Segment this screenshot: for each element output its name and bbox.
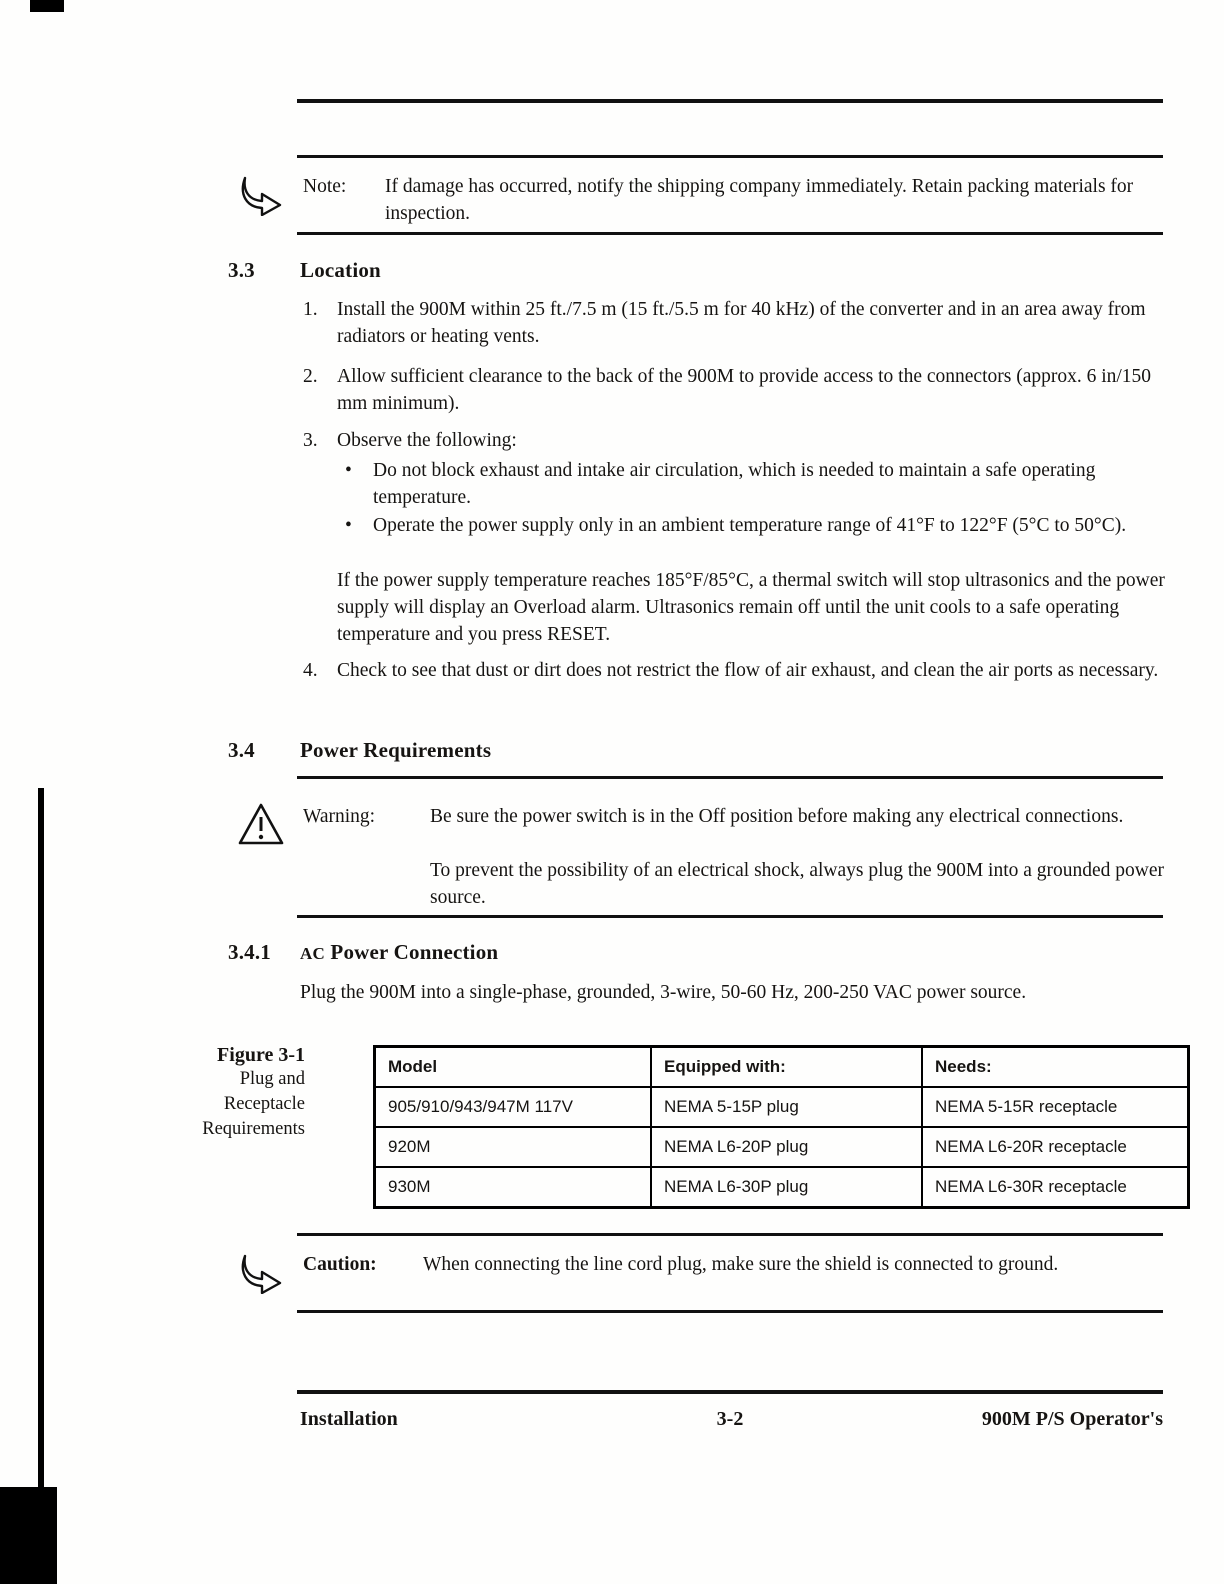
section-3-3-number: 3.3 bbox=[228, 258, 255, 282]
note-label: Note: bbox=[303, 176, 347, 197]
section-3-4-1-title-rest: Power Connection bbox=[330, 940, 499, 964]
table-cell: NEMA 5-15P plug bbox=[651, 1087, 922, 1127]
section-3-3-title: Location bbox=[300, 258, 381, 282]
section-3-4-title: Power Requirements bbox=[300, 738, 492, 762]
figure-caption-line-3: Requirements bbox=[202, 1118, 305, 1139]
section-3-4-1-title-ac: AC bbox=[300, 944, 325, 963]
warning-label: Warning: bbox=[303, 806, 376, 827]
list-item-3 bbox=[303, 428, 1163, 455]
caution-arrow-icon bbox=[240, 1254, 286, 1299]
table-cell: NEMA L6-30P plug bbox=[651, 1167, 922, 1208]
table-cell: NEMA L6-30R receptacle bbox=[922, 1167, 1189, 1208]
footer-page-number: 3-2 bbox=[716, 1408, 744, 1430]
table-cell: NEMA 5-15R receptacle bbox=[922, 1087, 1189, 1127]
rule-above-footer bbox=[297, 1390, 1163, 1394]
scan-artifact-left-bar bbox=[38, 788, 44, 1500]
table-cell: 905/910/943/947M 117V bbox=[375, 1087, 652, 1127]
note-arrow-icon bbox=[240, 176, 286, 221]
footer-right: 900M P/S Operator's bbox=[981, 1408, 1163, 1430]
table-cell: NEMA L6-20P plug bbox=[651, 1127, 922, 1167]
rule-below-caution bbox=[297, 1310, 1163, 1313]
bullet-1-text: Do not block exhaust and intake air circulation, which is needed to maintain a safe operating temperature. bbox=[373, 460, 1096, 508]
figure-3-1-table bbox=[373, 1045, 1190, 1209]
item-3-paragraph: If the power supply temperature reaches 185°F/85°C, a thermal switch will stop ultrasonics and the power supply will display an Overload alarm. Ultrasonics remain off until the unit cools to a safe operating temperature and you press RESET. bbox=[337, 570, 1165, 645]
scan-artifact-top-left bbox=[30, 0, 64, 12]
list-item-4-number: 4. bbox=[303, 660, 318, 681]
section-3-4-1-number: 3.4.1 bbox=[228, 940, 271, 964]
rule-below-power-req-heading bbox=[297, 776, 1163, 779]
warning-triangle-icon bbox=[237, 802, 285, 851]
table-row bbox=[375, 1167, 1189, 1208]
bullet-1-marker: • bbox=[345, 460, 352, 481]
list-item-2 bbox=[303, 364, 1163, 418]
section-3-4-number: 3.4 bbox=[228, 738, 255, 762]
list-item-2-text: Allow sufficient clearance to the back of the 900M to provide access to the connectors (approx. 6 in/150 mm minimum). bbox=[337, 366, 1152, 414]
figure-label: Figure 3-1 bbox=[217, 1044, 305, 1066]
table-row bbox=[375, 1087, 1189, 1127]
warning-text-1: Be sure the power switch is in the Off position before making any electrical connections. bbox=[430, 806, 1124, 827]
table-cell: 920M bbox=[375, 1127, 652, 1167]
bullet-2 bbox=[345, 513, 1135, 540]
table-header-model: Model bbox=[375, 1047, 652, 1088]
table-header-equipped: Equipped with: bbox=[651, 1047, 922, 1088]
rule-above-caution bbox=[297, 1233, 1163, 1236]
table-row bbox=[375, 1127, 1189, 1167]
list-item-2-number: 2. bbox=[303, 366, 318, 387]
footer-left: Installation bbox=[300, 1408, 398, 1430]
figure-caption-line-2: Receptacle bbox=[223, 1093, 305, 1114]
list-item-3-text: Observe the following: bbox=[337, 430, 517, 451]
note-text: If damage has occurred, notify the shipping company immediately. Retain packing materials for inspection. bbox=[385, 176, 1134, 224]
section-3-4-1-body: Plug the 900M into a single-phase, grounded, 3-wire, 50-60 Hz, 200-250 VAC power source. bbox=[300, 982, 1027, 1003]
bullet-1 bbox=[345, 458, 1135, 512]
rule-below-warning bbox=[297, 915, 1163, 918]
caution-label: Caution: bbox=[303, 1254, 377, 1275]
table-header-needs: Needs: bbox=[922, 1047, 1189, 1088]
figure-3-1-table-wrap bbox=[373, 1045, 1190, 1209]
list-item-1-number: 1. bbox=[303, 299, 318, 320]
bullet-2-text: Operate the power supply only in an ambient temperature range of 41°F to 122°F (5°C to 50°C). bbox=[373, 515, 1127, 536]
rule-top bbox=[297, 99, 1163, 103]
scan-artifact-bottom-left-block bbox=[0, 1487, 57, 1584]
rule-below-note bbox=[297, 232, 1163, 235]
table-cell: 930M bbox=[375, 1167, 652, 1208]
section-3-4-1-title bbox=[300, 940, 498, 965]
list-item-1-text: Install the 900M within 25 ft./7.5 m (15 ft./5.5 m for 40 kHz) of the converter and in an area away from radiators or heating vents. bbox=[337, 299, 1146, 347]
table-header-row bbox=[375, 1047, 1189, 1088]
figure-label-block bbox=[150, 1044, 305, 1142]
list-item-3-number: 3. bbox=[303, 430, 318, 451]
caution-text: When connecting the line cord plug, make sure the shield is connected to ground. bbox=[423, 1254, 1059, 1275]
list-item-1 bbox=[303, 297, 1163, 351]
list-item-4 bbox=[303, 658, 1163, 685]
rule-above-note bbox=[297, 155, 1163, 158]
table-cell: NEMA L6-20R receptacle bbox=[922, 1127, 1189, 1167]
list-item-4-text: Check to see that dust or dirt does not restrict the flow of air exhaust, and clean the air ports as necessary. bbox=[337, 660, 1159, 681]
bullet-2-marker: • bbox=[345, 515, 352, 536]
figure-caption-line-1: Plug and bbox=[239, 1069, 305, 1089]
warning-text-2: To prevent the possibility of an electrical shock, always plug the 900M into a grounded power source. bbox=[430, 860, 1165, 908]
